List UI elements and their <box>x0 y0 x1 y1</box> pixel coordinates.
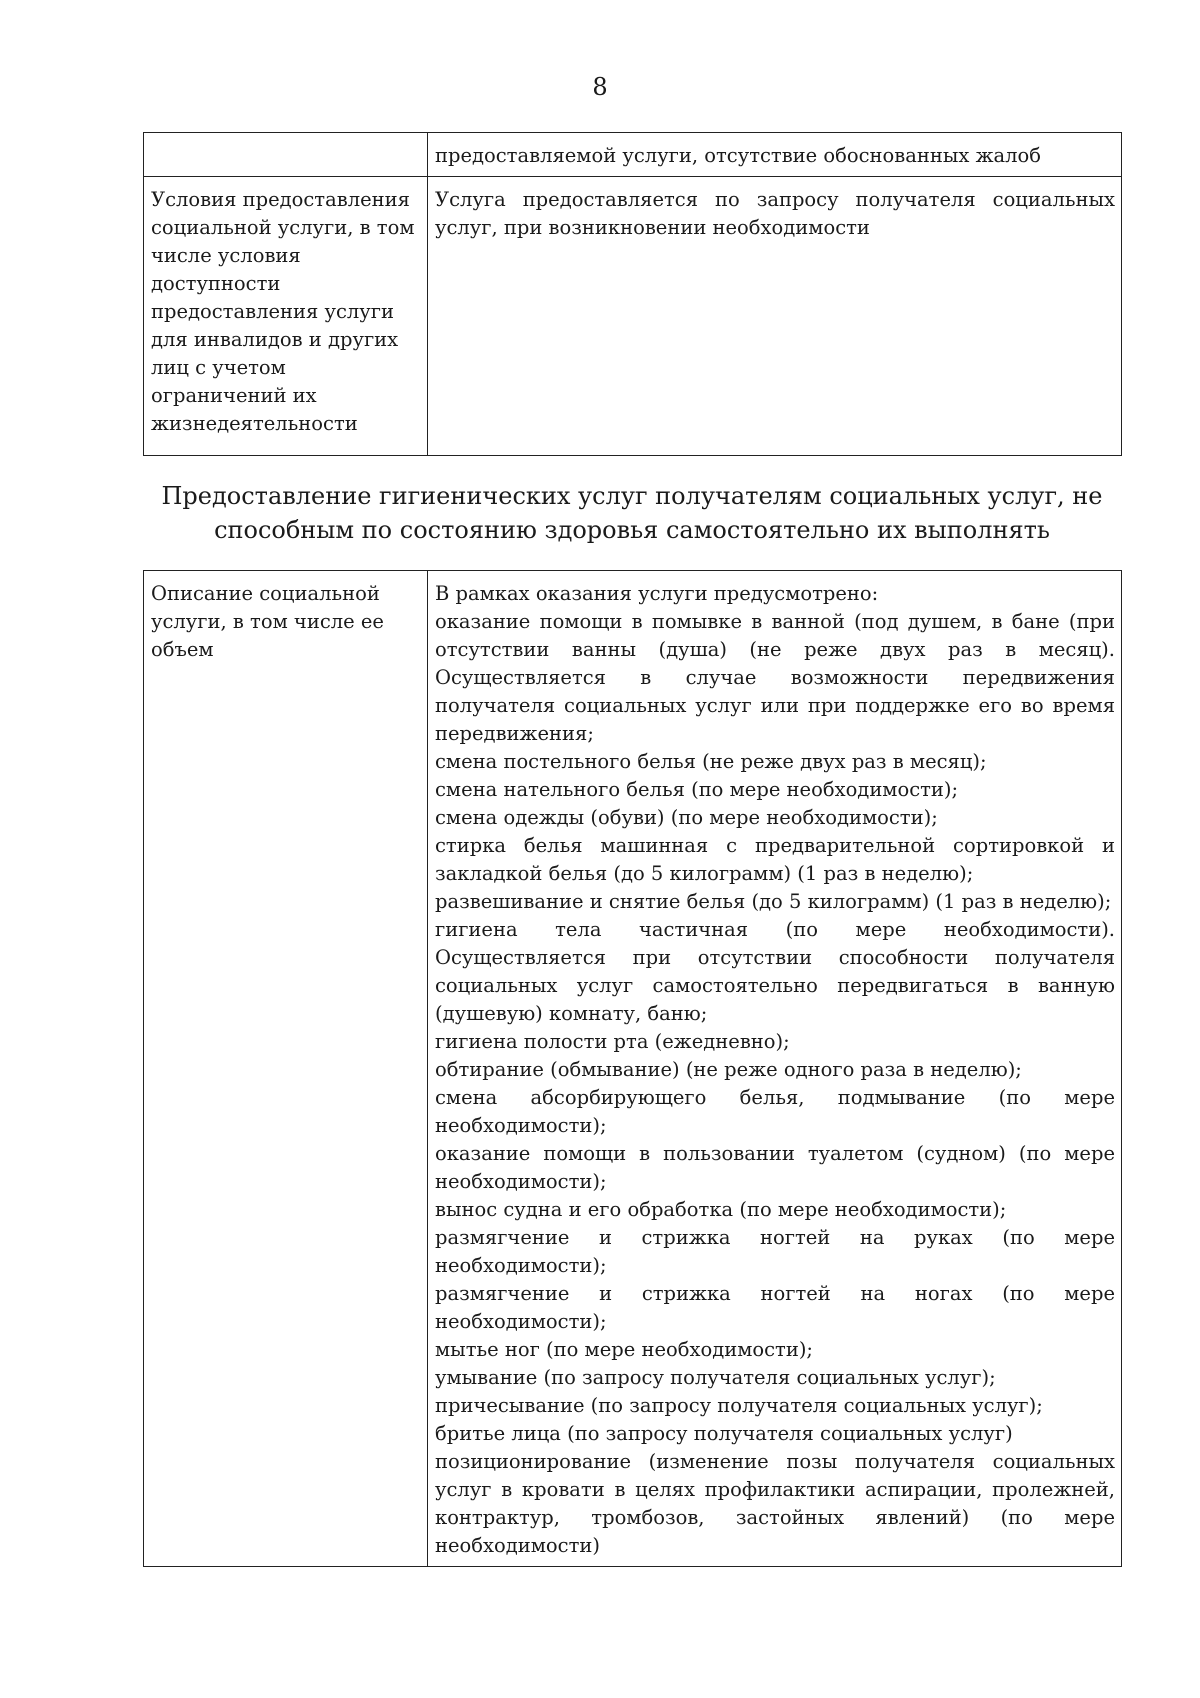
table-row <box>144 133 1122 177</box>
row-value-cell: Услуга предоставляется по запросу получателя социальных услуг, при возникновении необходимости <box>428 177 1122 456</box>
service-item: позиционирование (изменение позы получателя социальных услуг в кровати в целях профилактики аспирации, пролежней, контрактур, тромбозов, застойных явлений) (по мере необходимости) <box>435 1450 1115 1557</box>
service-item: развешивание и снятие белья (до 5 килограмм) (1 раз в неделю); <box>435 890 1112 913</box>
service-item: размягчение и стрижка ногтей на ногах (по мере необходимости); <box>435 1282 1115 1333</box>
service-item: размягчение и стрижка ногтей на руках (по мере необходимости); <box>435 1226 1115 1277</box>
row-label-cell: Условия предоставления социальной услуги, в том числе условия доступности предоставления услуги для инвалидов и других лиц с учетом ограничений их жизнедеятельности <box>144 177 428 456</box>
service-item: смена нательного белья (по мере необходимости); <box>435 778 959 801</box>
row-value-cell: предоставляемой услуги, отсутствие обоснованных жалоб <box>428 133 1122 177</box>
page-number: 8 <box>592 73 608 101</box>
table-row <box>144 177 1122 456</box>
service-item: оказание помощи в пользовании туалетом (судном) (по мере необходимости); <box>435 1142 1115 1193</box>
service-item: стирка белья машинная с предварительной сортировкой и закладкой белья (до 5 килограмм) (1 раз в неделю); <box>435 834 1115 885</box>
row-label-cell: Описание социальной услуги, в том числе ее объем <box>144 571 428 1567</box>
service-description-cell <box>428 571 1122 1567</box>
service-item: причесывание (по запросу получателя социальных услуг); <box>435 1394 1043 1417</box>
service-item: вынос судна и его обработка (по мере необходимости); <box>435 1198 1007 1221</box>
table-row <box>144 571 1122 1567</box>
service-item: оказание помощи в помывке в ванной (под душем, в бане (при отсутствии ванны (душа) (не реже двух раз в месяц). Осуществляется в случае возможности передвижения получателя социальных услуг или при поддержке его во время передвижения; <box>435 610 1115 745</box>
service-table-bottom <box>143 570 1122 1567</box>
service-item: смена постельного белья (не реже двух раз в месяц); <box>435 750 987 773</box>
service-item: бритье лица (по запросу получателя социальных услуг) <box>435 1422 1013 1445</box>
service-item: гигиена тела частичная (по мере необходимости). Осуществляется при отсутствии способности получателя социальных услуг самостоятельно передвигаться в ванную (душевую) комнату, баню; <box>435 918 1115 1025</box>
service-item: смена абсорбирующего белья, подмывание (по мере необходимости); <box>435 1086 1115 1137</box>
service-intro: В рамках оказания услуги предусмотрено: <box>435 582 879 605</box>
service-item: умывание (по запросу получателя социальных услуг); <box>435 1366 996 1389</box>
service-table-top <box>143 132 1122 456</box>
row-label-cell <box>144 133 428 177</box>
service-item: смена одежды (обуви) (по мере необходимости); <box>435 806 938 829</box>
service-item: обтирание (обмывание) (не реже одного раза в неделю); <box>435 1058 1022 1081</box>
service-item: гигиена полости рта (ежедневно); <box>435 1030 790 1053</box>
service-item: мытье ног (по мере необходимости); <box>435 1338 814 1361</box>
section-title: Предоставление гигиенических услуг получателям социальных услуг, не способным по состоянию здоровья самостоятельно их выполнять <box>161 482 1103 544</box>
service-items-list <box>435 608 1115 1560</box>
